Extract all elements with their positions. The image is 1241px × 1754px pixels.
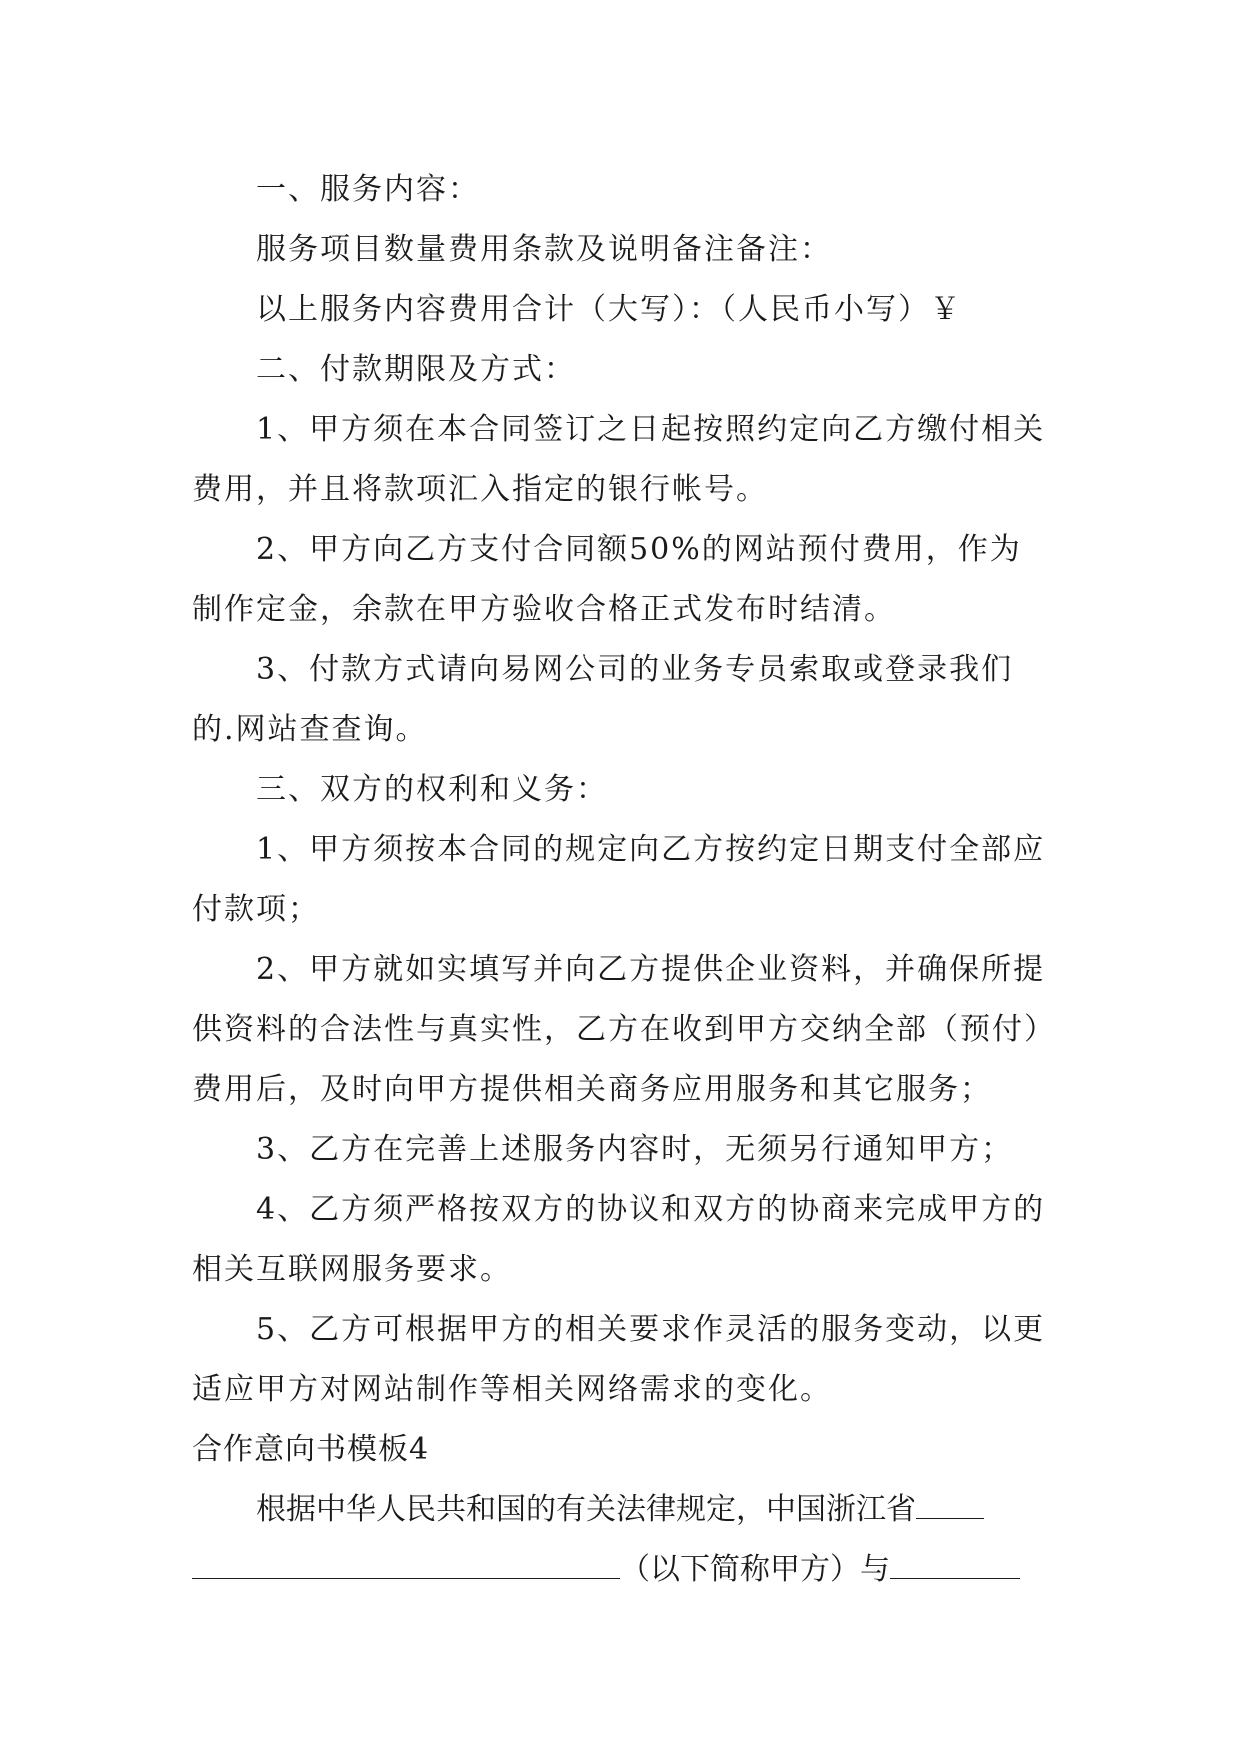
paragraph-fee-total: 以上服务内容费用合计（大写）：（人民币小写）￥ [256, 292, 962, 327]
paragraph-payment-2: 2、甲方向乙方支付合同额50%的网站预付费用，作为制作定金，余款在甲方验收合格正式发布时结清。 [192, 532, 1022, 627]
paragraph-rights-1: 1、甲方须按本合同的规定向乙方按约定日期支付全部应付款项； [192, 832, 1046, 927]
closing-text-1: 根据中华人民共和国的有关法律规定，中国浙江省 [256, 1492, 916, 1527]
paragraph-rights-5: 5、乙方可根据甲方的相关要求作灵活的服务变动，以更适应甲方对网站制作等相关网络需求的变化。 [192, 1312, 1046, 1407]
paragraph-payment-3: 3、付款方式请向易网公司的业务专员索取或登录我们的.网站查查询。 [192, 652, 1014, 747]
document-page [192, 160, 1052, 1600]
heading-rights-obligations: 三、双方的权利和义务： [256, 772, 608, 807]
closing-text-2: （以下简称甲方）与 [620, 1552, 890, 1587]
paragraph-payment-1: 1、甲方须在本合同签订之日起按照约定向乙方缴付相关费用，并且将款项汇入指定的银行帐号。 [192, 412, 1046, 507]
paragraph-rights-2: 2、甲方就如实填写并向乙方提供企业资料，并确保所提供资料的合法性与真实性，乙方在收到甲方交纳全部（预付）费用后，及时向甲方提供相关商务应用服务和其它服务； [192, 952, 1046, 1107]
blank-line [890, 1548, 1020, 1579]
paragraph-rights-3: 3、乙方在完善上述服务内容时，无须另行通知甲方； [256, 1132, 1014, 1167]
heading-service-content: 一、服务内容： [256, 172, 480, 207]
section-title: 合作意向书模板4 [192, 1432, 430, 1467]
blank-line [916, 1488, 984, 1519]
paragraph-service-items: 服务项目数量费用条款及说明备注备注： [256, 232, 832, 267]
heading-payment-terms: 二、付款期限及方式： [256, 352, 576, 387]
paragraph-closing [192, 1480, 1052, 1600]
paragraph-rights-4: 4、乙方须严格按双方的协议和双方的协商来完成甲方的相关互联网服务要求。 [192, 1192, 1046, 1287]
blank-line [192, 1548, 620, 1579]
